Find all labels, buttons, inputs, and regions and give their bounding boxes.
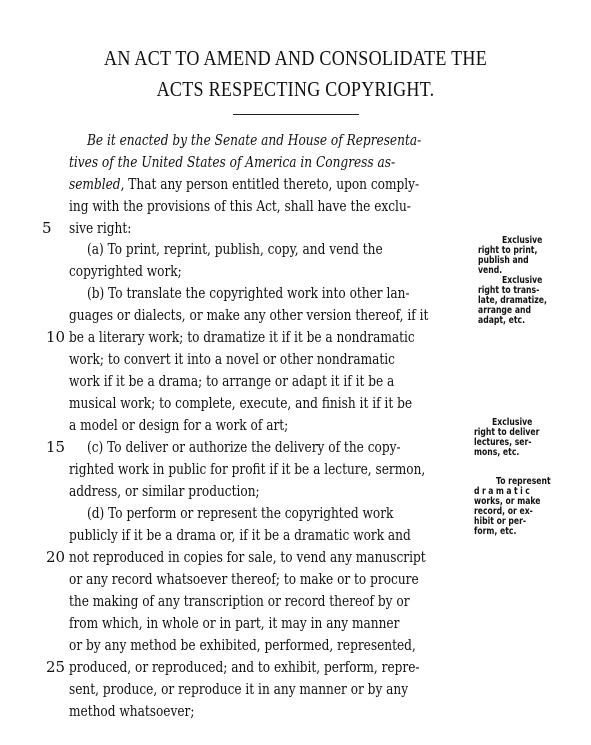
text-line-23: from which, in whole or in part, it may in any manner [69, 614, 400, 632]
text-line-26: sent, produce, or reproduce it in any manner or by any [69, 680, 409, 698]
margin-note-b-5: adapt, etc. [478, 315, 526, 326]
margin-note-a-1: Exclusive [502, 235, 543, 246]
margin-note-c-3: lectures, ser- [474, 437, 532, 448]
line-number-15: 15 [46, 438, 66, 456]
margin-note-a-4: vend. [478, 265, 503, 276]
margin-note-d-3: works, or make [474, 496, 541, 507]
act-title-line-1: AN ACT TO AMEND AND CONSOLIDATE THE [104, 46, 487, 70]
line-number-20: 20 [46, 548, 66, 566]
text-line-9: guages or dialects, or make any other version thereof, if it [69, 306, 429, 324]
text-line-18: (d) To perform or represent the copyrighted work [87, 504, 394, 522]
text-line-6: (a) To print, reprint, publish, copy, and vend the [87, 240, 383, 258]
text-line-4: ing with the provisions of this Act, shall have the exclu- [69, 197, 411, 215]
text-line-11: work; to convert it into a novel or other nondramatic [69, 350, 395, 368]
margin-note-d-4: record, or ex- [474, 506, 533, 517]
margin-note-d-5: hibit or per- [474, 516, 527, 527]
text-line-17: address, or similar production; [69, 482, 260, 500]
text-line-14: a model or design for a work of art; [69, 416, 289, 434]
margin-note-b-3: late, dramatize, [478, 295, 547, 306]
text-line-3-italic: sembled [69, 175, 121, 193]
text-line-10: be a literary work; to dramatize it if it be a nondramatic [69, 328, 415, 346]
text-line-8: (b) To translate the copyrighted work into other lan- [87, 284, 410, 302]
text-line-7: copyrighted work; [69, 262, 182, 280]
margin-note-d-2: dramatic [474, 486, 533, 497]
text-line-19: publicly if it be a drama or, if it be a dramatic work and [69, 526, 411, 544]
text-line-16: righted work in public for profit if it be a lecture, sermon, [69, 460, 426, 478]
text-line-21: or any record whatsoever thereof; to make or to procure [69, 570, 419, 588]
title-divider [233, 114, 359, 115]
margin-note-b-1: Exclusive [502, 275, 543, 286]
margin-note-c-4: mons, etc. [474, 447, 520, 458]
line-number-5: 5 [42, 219, 52, 237]
margin-note-d-1: To represent [496, 476, 551, 487]
margin-note-b-4: arrange and [478, 305, 531, 316]
text-line-5: sive right: [69, 219, 132, 237]
text-line-12: work if it be a drama; to arrange or adapt it if it be a [69, 372, 395, 390]
margin-note-c-1: Exclusive [492, 417, 533, 428]
act-title-line-2: ACTS RESPECTING COPYRIGHT. [156, 77, 435, 101]
text-line-24: or by any method be exhibited, performed, represented, [69, 636, 416, 654]
margin-note-a-3: publish and [478, 255, 529, 266]
text-line-13: musical work; to complete, execute, and finish it if it be [69, 394, 413, 412]
margin-note-a-2: right to print, [478, 245, 538, 256]
text-line-20: not reproduced in copies for sale, to vend any manuscript [69, 548, 426, 566]
line-number-25: 25 [46, 658, 66, 676]
text-line-3: sembled, That any person entitled thereto, upon comply- [69, 175, 420, 193]
text-line-27: method whatsoever; [69, 702, 195, 720]
text-line-22: the making of any transcription or record thereof by or [69, 592, 410, 610]
margin-note-b-2: right to trans- [478, 285, 540, 296]
margin-note-d-6: form, etc. [474, 526, 517, 537]
text-line-1: Be it enacted by the Senate and House of Representa- [87, 131, 422, 149]
text-line-2: tives of the United States of America in Congress as- [69, 153, 396, 171]
line-number-10: 10 [46, 328, 66, 346]
text-line-25: produced, or reproduced; and to exhibit, perform, repre- [69, 658, 420, 676]
margin-note-c-2: right to deliver [474, 427, 540, 438]
text-line-15: (c) To deliver or authorize the delivery of the copy- [87, 438, 401, 456]
